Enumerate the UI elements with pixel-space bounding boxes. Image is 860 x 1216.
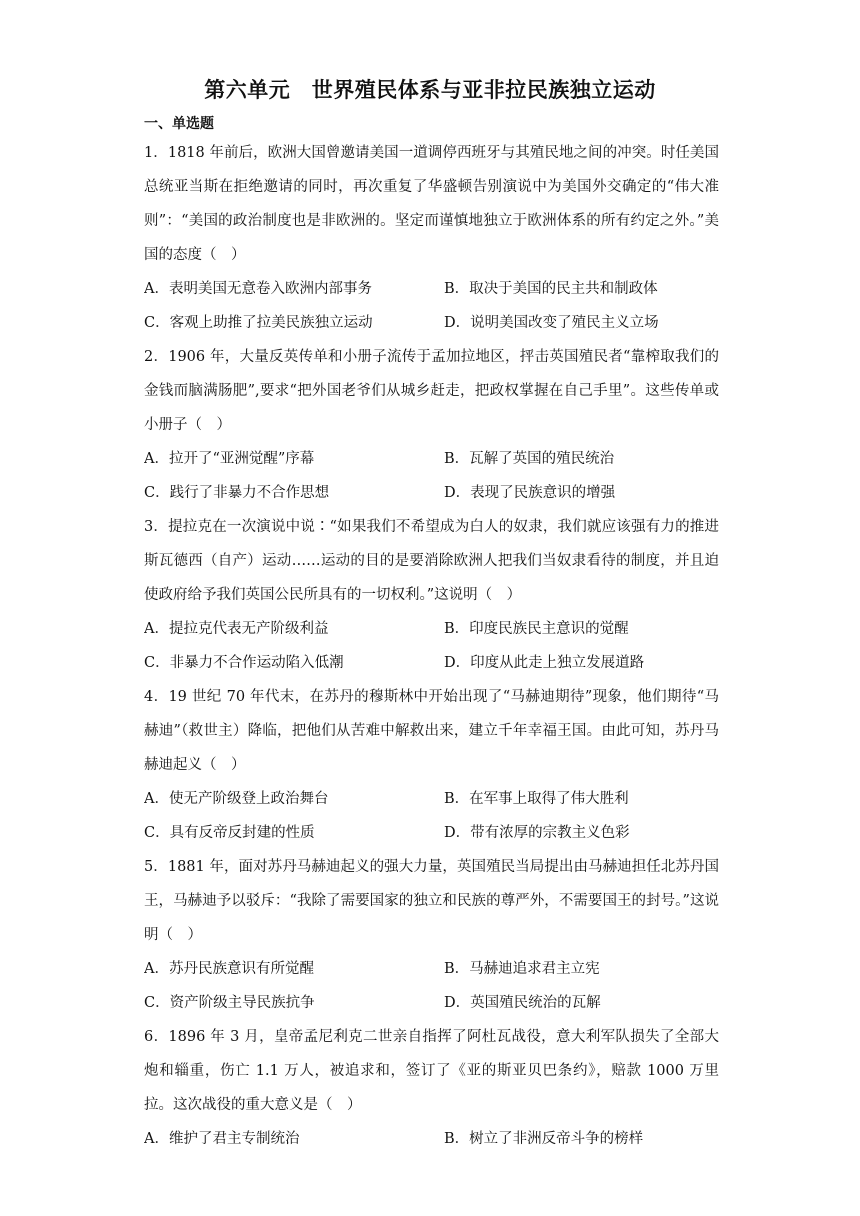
- question-stem: 2．1906 年，大量反英传单和小册子流传于孟加拉地区，抨击英国殖民者“靠榨取我们的金钱而脑满肠肥”,要求“把外国老爷们从城乡赶走，把政权掌握在自己手里”。这些传单或小册子（ ）: [144, 349, 719, 433]
- option-grid: [144, 782, 719, 850]
- question-6: [144, 1020, 719, 1156]
- option-c: C．践行了非暴力不合作思想: [144, 485, 330, 501]
- option-a: A．苏丹民族意识有所觉醒: [144, 961, 314, 977]
- option-a: A．维护了君主专制统治: [144, 1131, 300, 1147]
- option-a: A．拉开了“亚洲觉醒”序幕: [144, 451, 315, 467]
- option-grid: [144, 612, 719, 680]
- question-stem: 4．19 世纪 70 年代末，在苏丹的穆斯林中开始出现了“马赫迪期待”现象，他们期待“马赫迪”（救世主）降临，把他们从苦难中解救出来，建立千年幸福王国。由此可知，苏丹马赫迪起义（ ）: [144, 689, 719, 773]
- option-b: B．取决于美国的民主共和制政体: [444, 281, 658, 297]
- option-a: A．使无产阶级登上政治舞台: [144, 791, 329, 807]
- option-b: B．瓦解了英国的殖民统治: [444, 451, 615, 467]
- question-2: [144, 340, 719, 510]
- option-b: B．树立了非洲反帝斗争的榜样: [444, 1131, 644, 1147]
- question-stem: 3．提拉克在一次演说中说∶“如果我们不希望成为白人的奴隶，我们就应该强有力的推进斯瓦德西（自产）运动……运动的目的是要消除欧洲人把我们当奴隶看待的制度，并且迫使政府给予我们英国公民所具有的一切权利。”这说明（ ）: [144, 519, 719, 603]
- option-c: C．资产阶级主导民族抗争: [144, 995, 315, 1011]
- option-grid: [144, 272, 719, 340]
- option-grid: [144, 442, 719, 510]
- option-c: C．客观上助推了拉美民族独立运动: [144, 315, 373, 331]
- option-grid: [144, 952, 719, 1020]
- option-a: A．表明美国无意卷入欧洲内部事务: [144, 281, 372, 297]
- option-d: D．印度从此走上独立发展道路: [444, 655, 645, 671]
- option-b: B．印度民族民主意识的觉醒: [444, 621, 629, 637]
- section-heading: 一、单选题: [144, 116, 214, 132]
- question-3: [144, 510, 719, 680]
- option-b: B．在军事上取得了伟大胜利: [444, 791, 629, 807]
- question-stem: 5．1881 年，面对苏丹马赫迪起义的强大力量，英国殖民当局提出由马赫迪担任北苏丹国王，马赫迪予以驳斥：“我除了需要国家的独立和民族的尊严外，不需要国王的封号。”这说明（ ）: [144, 859, 719, 943]
- option-grid: [144, 1122, 719, 1156]
- question-stem: 6．1896 年 3 月，皇帝孟尼利克二世亲自指挥了阿杜瓦战役，意大利军队损失了全部大炮和辎重，伤亡 1.1 万人，被追求和，签订了《亚的斯亚贝巴条约》，赔款 1000 万里拉。这次战役的重大意义是（ ）: [144, 1029, 719, 1113]
- question-1: [144, 136, 719, 340]
- question-stem: 1．1818 年前后，欧洲大国曾邀请美国一道调停西班牙与其殖民地之间的冲突。时任美国总统亚当斯在拒绝邀请的同时，再次重复了华盛顿告别演说中为美国外交确定的“伟大准则”：“美国的政治制度也是非欧洲的。坚定而谨慎地独立于欧洲体系的所有约定之外。”美国的态度（ ）: [144, 145, 719, 263]
- question-5: [144, 850, 719, 1020]
- option-d: D．说明美国改变了殖民主义立场: [444, 315, 659, 331]
- option-c: C．具有反帝反封建的性质: [144, 825, 315, 841]
- option-b: B．马赫迪追求君主立宪: [444, 961, 600, 977]
- question-4: [144, 680, 719, 850]
- option-d: D．带有浓厚的宗教主义色彩: [444, 825, 630, 841]
- option-a: A．提拉克代表无产阶级利益: [144, 621, 329, 637]
- option-c: C．非暴力不合作运动陷入低潮: [144, 655, 344, 671]
- option-d: D．表现了民族意识的增强: [444, 485, 616, 501]
- question-list: [144, 136, 719, 1156]
- option-d: D．英国殖民统治的瓦解: [444, 995, 601, 1011]
- page-title: 第六单元 世界殖民体系与亚非拉民族独立运动: [204, 78, 656, 102]
